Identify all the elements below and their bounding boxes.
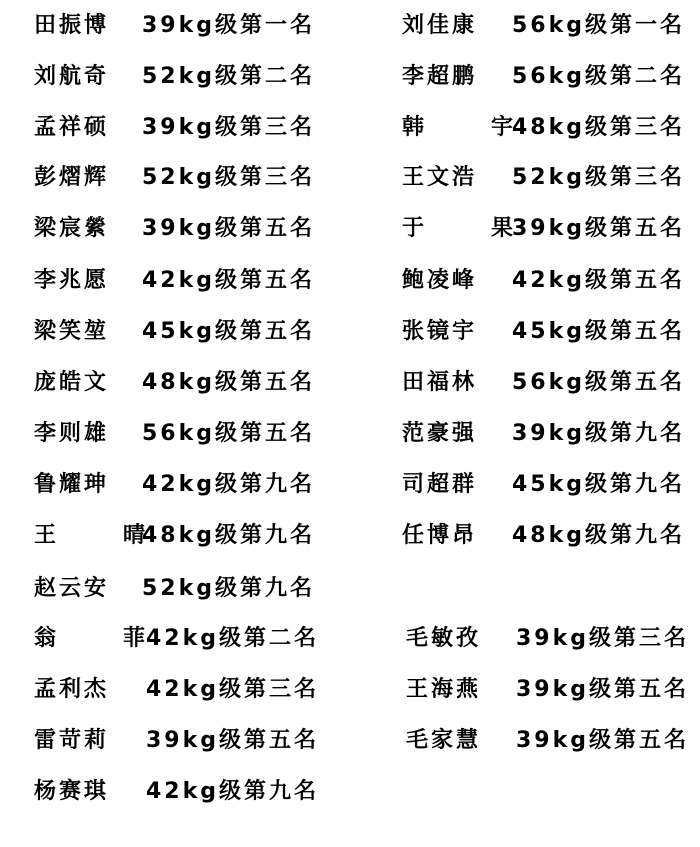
- weight-class-rank: 39kg级第五名: [516, 728, 689, 753]
- result-row: [0, 312, 700, 352]
- athlete-name: 范豪强: [402, 421, 478, 446]
- athlete-name: 梁宸縈: [34, 216, 110, 241]
- athlete-name: 梁笑堃: [34, 319, 110, 344]
- athlete-name: 彭熠辉: [34, 165, 110, 190]
- athlete-name: 翁 菲: [34, 626, 148, 651]
- weight-class-rank: 42kg级第九名: [146, 779, 319, 804]
- weight-class-rank: 52kg级第九名: [142, 576, 315, 601]
- result-row: [0, 363, 700, 403]
- weight-class-rank: 45kg级第五名: [512, 319, 685, 344]
- result-row: [0, 569, 700, 609]
- weight-class-rank: 45kg级第五名: [142, 319, 315, 344]
- weight-class-rank: 48kg级第九名: [512, 523, 685, 548]
- weight-class-rank: 56kg级第一名: [512, 13, 685, 38]
- weight-class-rank: 48kg级第九名: [142, 523, 315, 548]
- result-row: [0, 57, 700, 97]
- weight-class-rank: 39kg级第五名: [516, 677, 689, 702]
- result-row: [0, 465, 700, 505]
- athlete-name: 田振博: [34, 13, 110, 38]
- result-row: [0, 619, 700, 659]
- weight-class-rank: 42kg级第五名: [142, 268, 315, 293]
- athlete-name: 杨赛琪: [34, 779, 110, 804]
- weight-class-rank: 39kg级第五名: [146, 728, 319, 753]
- result-row: [0, 209, 700, 249]
- weight-class-rank: 39kg级第五名: [512, 216, 685, 241]
- athlete-name: 王海燕: [406, 677, 482, 702]
- athlete-name: 王 晴: [34, 523, 148, 548]
- athlete-name: 李兆愿: [34, 268, 110, 293]
- athlete-name: 李超鹏: [402, 64, 478, 89]
- weight-class-rank: 52kg级第二名: [142, 64, 315, 89]
- athlete-name: 庞皓文: [34, 370, 110, 395]
- weight-class-rank: 42kg级第九名: [142, 472, 315, 497]
- weight-class-rank: 42kg级第五名: [512, 268, 685, 293]
- result-row: [0, 670, 700, 710]
- athlete-name: 张镜宇: [402, 319, 478, 344]
- athlete-name: 赵云安: [34, 576, 110, 601]
- athlete-name: 司超群: [402, 472, 478, 497]
- athlete-name: 刘佳康: [402, 13, 478, 38]
- result-row: [0, 108, 700, 148]
- athlete-name: 雷苛莉: [34, 728, 110, 753]
- weight-class-rank: 52kg级第三名: [142, 165, 315, 190]
- athlete-name: 毛家慧: [406, 728, 482, 753]
- athlete-name: 孟祥硕: [34, 115, 110, 140]
- athlete-name: 于 果: [402, 216, 516, 241]
- weight-class-rank: 39kg级第三名: [142, 115, 315, 140]
- athlete-name: 毛敏孜: [406, 626, 482, 651]
- weight-class-rank: 52kg级第三名: [512, 165, 685, 190]
- result-row: [0, 772, 700, 812]
- athlete-name: 鲁耀珅: [34, 472, 110, 497]
- result-row: [0, 516, 700, 556]
- weight-class-rank: 42kg级第三名: [146, 677, 319, 702]
- athlete-name: 田福林: [402, 370, 478, 395]
- athlete-name: 鲍凌峰: [402, 268, 478, 293]
- athlete-name: 孟利杰: [34, 677, 110, 702]
- result-row: [0, 414, 700, 454]
- athlete-name: 刘航奇: [34, 64, 110, 89]
- result-row: [0, 261, 700, 301]
- result-row: [0, 721, 700, 761]
- result-row: [0, 158, 700, 198]
- weight-class-rank: 48kg级第三名: [512, 115, 685, 140]
- athlete-name: 任博昂: [402, 523, 478, 548]
- athlete-name: 王文浩: [402, 165, 478, 190]
- result-row: [0, 6, 700, 46]
- weight-class-rank: 39kg级第五名: [142, 216, 315, 241]
- athlete-name: 韩 宇: [402, 115, 516, 140]
- weight-class-rank: 45kg级第九名: [512, 472, 685, 497]
- weight-class-rank: 39kg级第三名: [516, 626, 689, 651]
- athlete-name: 李则雄: [34, 421, 110, 446]
- weight-class-rank: 56kg级第五名: [142, 421, 315, 446]
- weight-class-rank: 56kg级第五名: [512, 370, 685, 395]
- weight-class-rank: 39kg级第九名: [512, 421, 685, 446]
- weight-class-rank: 42kg级第二名: [146, 626, 319, 651]
- weight-class-rank: 39kg级第一名: [142, 13, 315, 38]
- weight-class-rank: 48kg级第五名: [142, 370, 315, 395]
- weight-class-rank: 56kg级第二名: [512, 64, 685, 89]
